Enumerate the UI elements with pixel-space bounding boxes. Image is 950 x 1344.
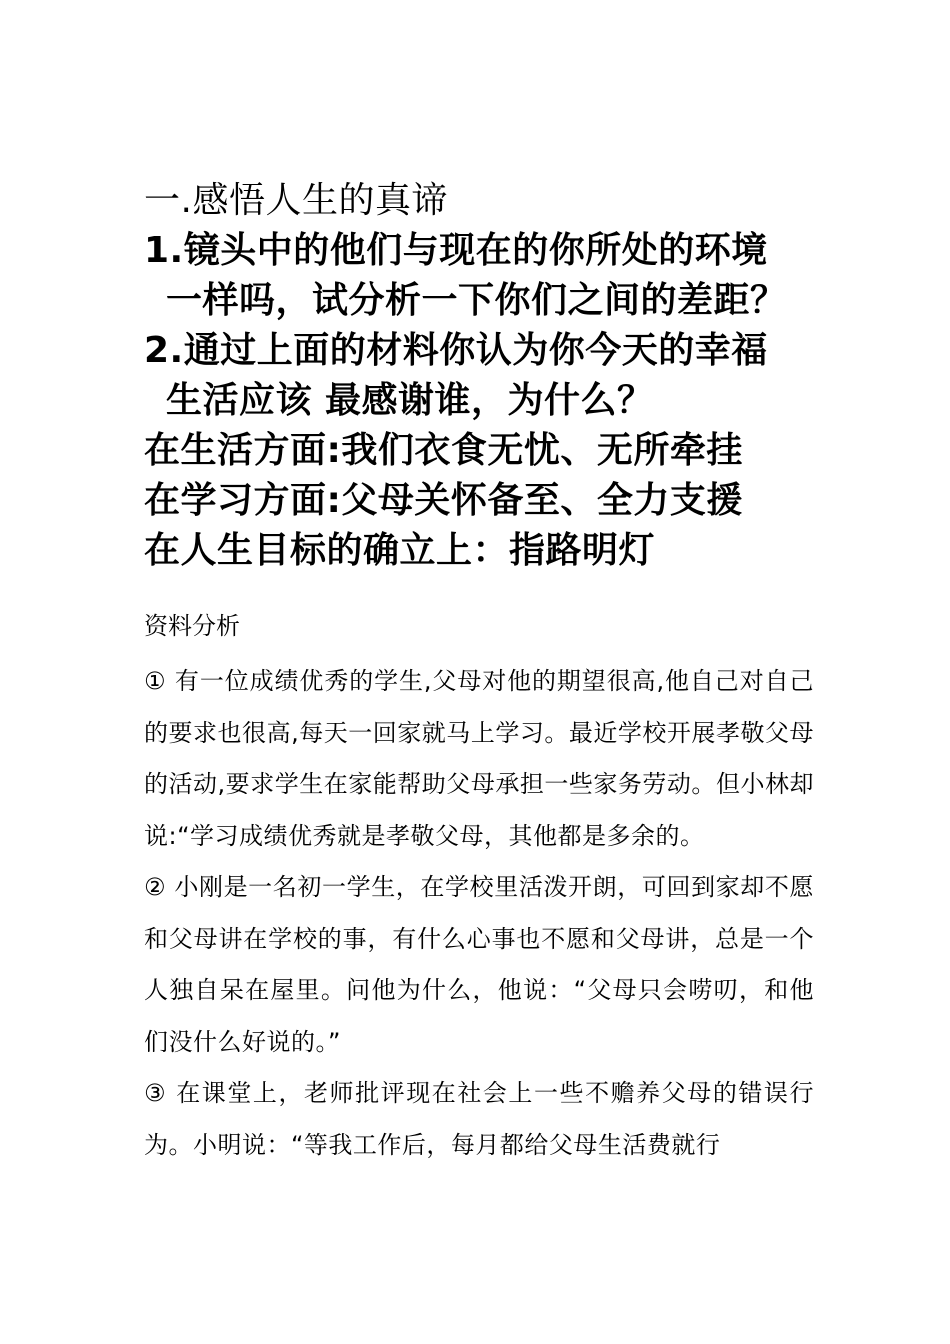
heading-block <box>144 176 864 576</box>
answer-life: 在生活方面:我们衣食无忧、无所牵挂 <box>144 430 743 471</box>
case-2-paragraph: ② 小刚是一名初一学生，在学校里活泼开朗，可回到家却不愿和父母讲在学校的事，有什么心事也不愿和父母讲，总是一个人独自呆在屋里。问他为什么，他说：“父母只会唠叨，和他们没什么好说的。” <box>144 873 814 1056</box>
material-analysis <box>144 606 814 1171</box>
section-title: 一.感悟人生的真谛 <box>144 180 448 221</box>
answer-study: 在学习方面:父母关怀备至、全力支援 <box>144 480 743 521</box>
case-3-paragraph: ③ 在课堂上，老师批评现在社会上一些不赡养父母的错误行为。小明说：“等我工作后，每月都给父母生活费就行 <box>144 1079 814 1159</box>
case-1-paragraph: ① 有一位成绩优秀的学生,父母对他的期望很高,他自己对自己的要求也很高,每天一回家就马上学习。最近学校开展孝敬父母的活动,要求学生在家能帮助父母承担一些家务劳动。但小林却说:“学习成绩优秀就是孝敬父母，其他都是多余的。 <box>144 667 814 850</box>
question-2-line-1: 2.通过上面的材料你认为你今天的幸福 <box>144 330 768 371</box>
question-2-line-2: 生活应该 最感谢谁，为什么？ <box>166 380 654 421</box>
question-1-line-1: 1.镜头中的他们与现在的你所处的环境 <box>144 230 768 271</box>
analysis-label: 资料分析 <box>144 612 240 640</box>
answer-life-goal: 在人生目标的确立上：指路明灯 <box>144 530 656 571</box>
question-1-line-2: 一样吗，试分析一下你们之间的差距？ <box>166 280 787 321</box>
